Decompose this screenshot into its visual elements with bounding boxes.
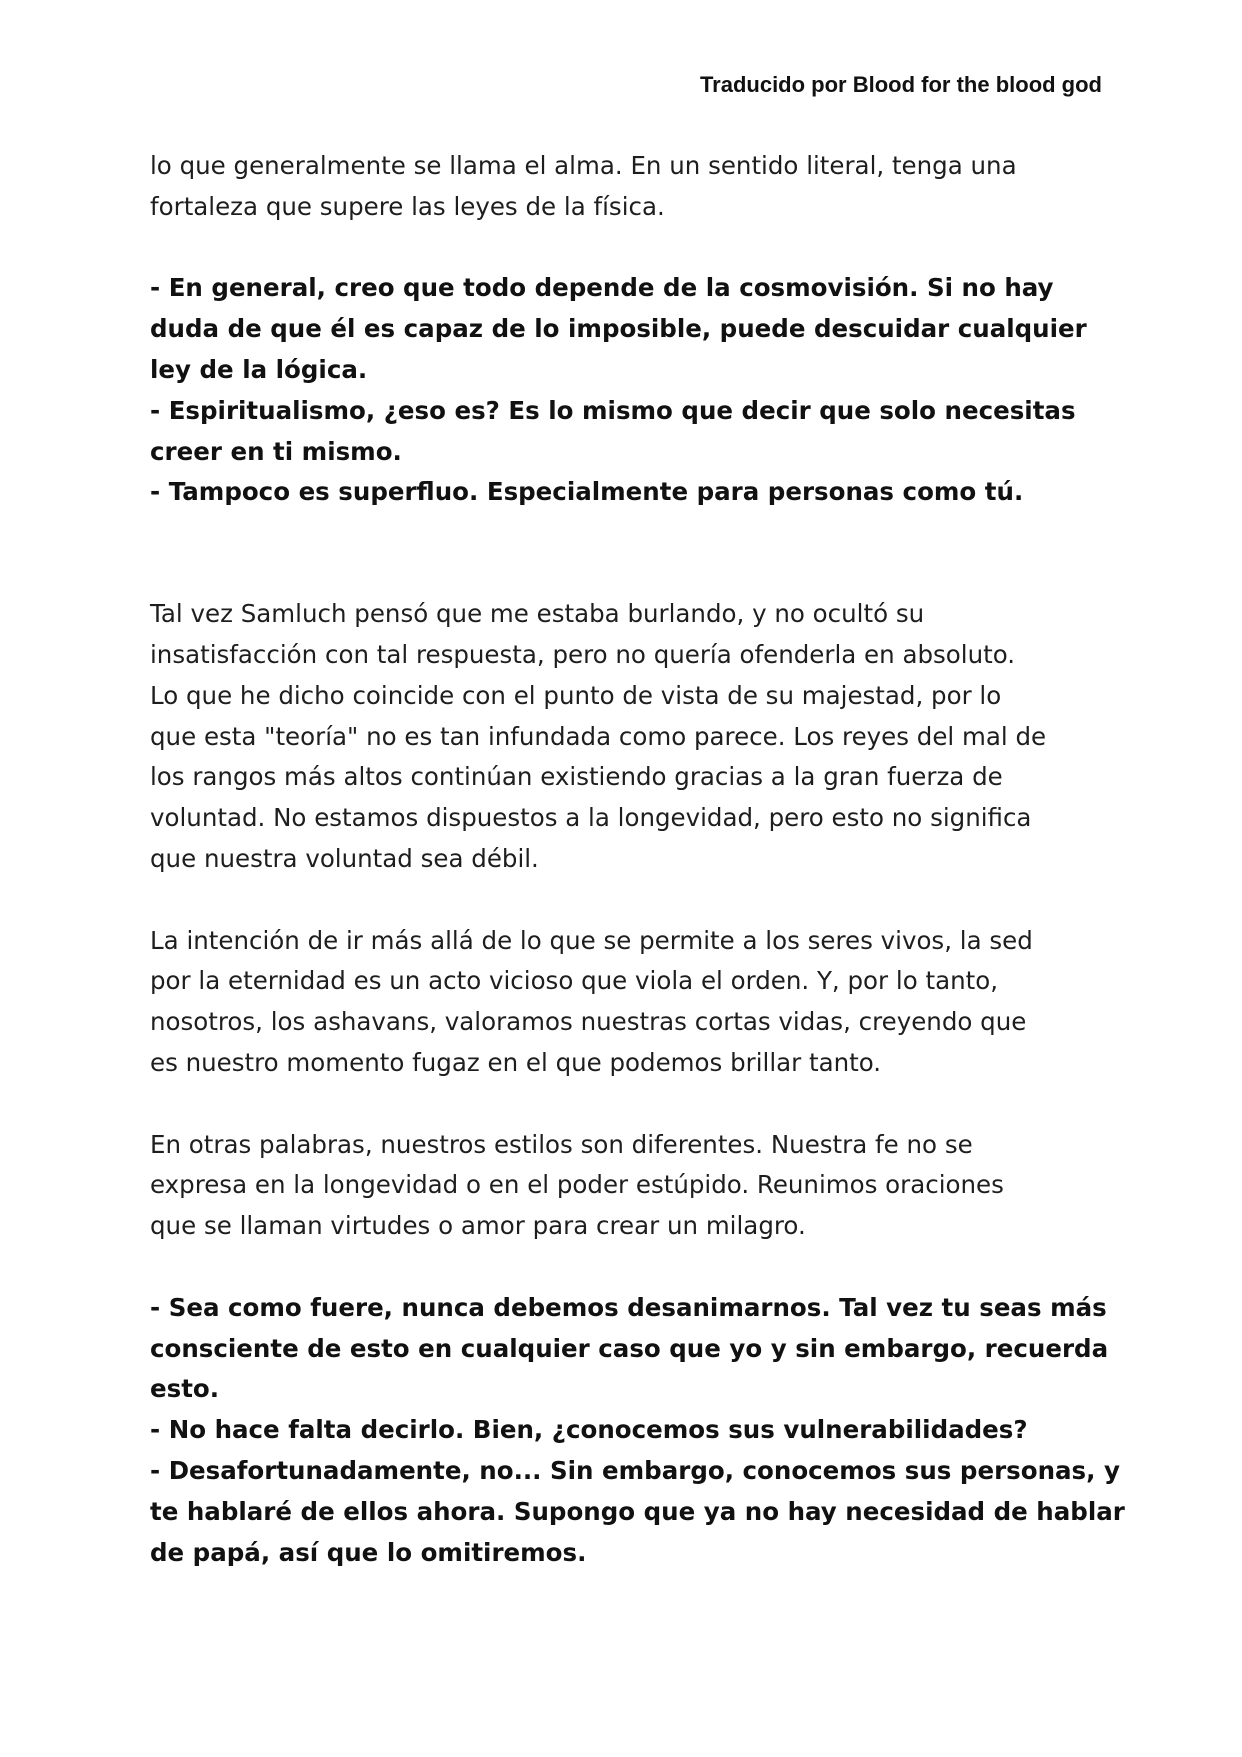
paragraph-spacer (150, 1247, 1100, 1288)
paragraph-spacer (150, 880, 1100, 921)
dialogue-line: - Desafortunadamente, no... Sin embargo, conocemos sus personas, y (150, 1455, 1120, 1485)
dialogue-line: - Sea como fuere, nunca debemos desanimarnos. Tal vez tu seas más (150, 1292, 1107, 1322)
dialogue-line: duda de que él es capaz de lo imposible, puede descuidar cualquier (150, 314, 1087, 344)
paragraph-spacer (150, 1084, 1100, 1125)
dialogue-worldview (150, 268, 1100, 513)
dialogue-line: creer en ti mismo. (150, 436, 402, 466)
dialogue-line: - En general, creo que todo depende de la cosmovisión. Si no hay (150, 273, 1054, 303)
body-text (150, 146, 1125, 1573)
text-line: voluntad. No estamos dispuestos a la longevidad, pero esto no significa (150, 803, 1032, 833)
dialogue-line: ley de la lógica. (150, 354, 368, 384)
text-line: que se llaman virtudes o amor para crear un milagro. (150, 1211, 806, 1241)
text-line: nosotros, los ashavans, valoramos nuestras cortas vidas, creyendo que (150, 1007, 1027, 1037)
paragraph-soul-fortress (150, 146, 1100, 228)
paragraph-spacer (150, 513, 1100, 594)
paragraph-eternity (150, 921, 1100, 1084)
dialogue-line: - Espiritualismo, ¿eso es? Es lo mismo que decir que solo necesitas (150, 395, 1076, 425)
paragraph-samluch (150, 594, 1100, 880)
text-line: La intención de ir más allá de lo que se permite a los seres vivos, la sed (150, 925, 1033, 955)
dialogue-line: - Tampoco es superfluo. Especialmente para personas como tú. (150, 477, 1024, 507)
text-line: Tal vez Samluch pensó que me estaba burlando, y no ocultó su (150, 599, 925, 629)
text-line: por la eternidad es un acto vicioso que viola el orden. Y, por lo tanto, (150, 966, 999, 996)
dialogue-line: de papá, así que lo omitiremos. (150, 1537, 587, 1567)
text-line: que esta "teoría" no es tan infundada como parece. Los reyes del mal de (150, 721, 1047, 751)
text-line: insatisfacción con tal respuesta, pero no quería ofenderla en absoluto. (150, 639, 1016, 669)
dialogue-line: - No hace falta decirlo. Bien, ¿conocemos sus vulnerabilidades? (150, 1415, 1028, 1445)
paragraph-styles (150, 1125, 1100, 1247)
text-line: es nuestro momento fugaz en el que podemos brillar tanto. (150, 1047, 882, 1077)
text-line: Lo que he dicho coincide con el punto de vista de su majestad, por lo (150, 680, 1002, 710)
text-line: los rangos más altos continúan existiendo gracias a la gran fuerza de (150, 762, 1003, 792)
translator-credit: Traducido por Blood for the blood god (699, 72, 1102, 97)
dialogue-vulnerabilities (150, 1288, 1125, 1574)
dialogue-line: te hablaré de ellos ahora. Supongo que ya no hay necesidad de hablar (150, 1496, 1125, 1526)
text-line: En otras palabras, nuestros estilos son diferentes. Nuestra fe no se (150, 1129, 973, 1159)
paragraph-spacer (150, 228, 1100, 269)
dialogue-line: esto. (150, 1374, 220, 1404)
text-line: que nuestra voluntad sea débil. (150, 843, 539, 873)
text-line: fortaleza que supere las leyes de la física. (150, 191, 665, 221)
text-line: lo que generalmente se llama el alma. En un sentido literal, tenga una (150, 151, 1017, 180)
text-line: expresa en la longevidad o en el poder estúpido. Reunimos oraciones (150, 1170, 1004, 1200)
dialogue-line: consciente de esto en cualquier caso que yo y sin embargo, recuerda (150, 1333, 1109, 1363)
